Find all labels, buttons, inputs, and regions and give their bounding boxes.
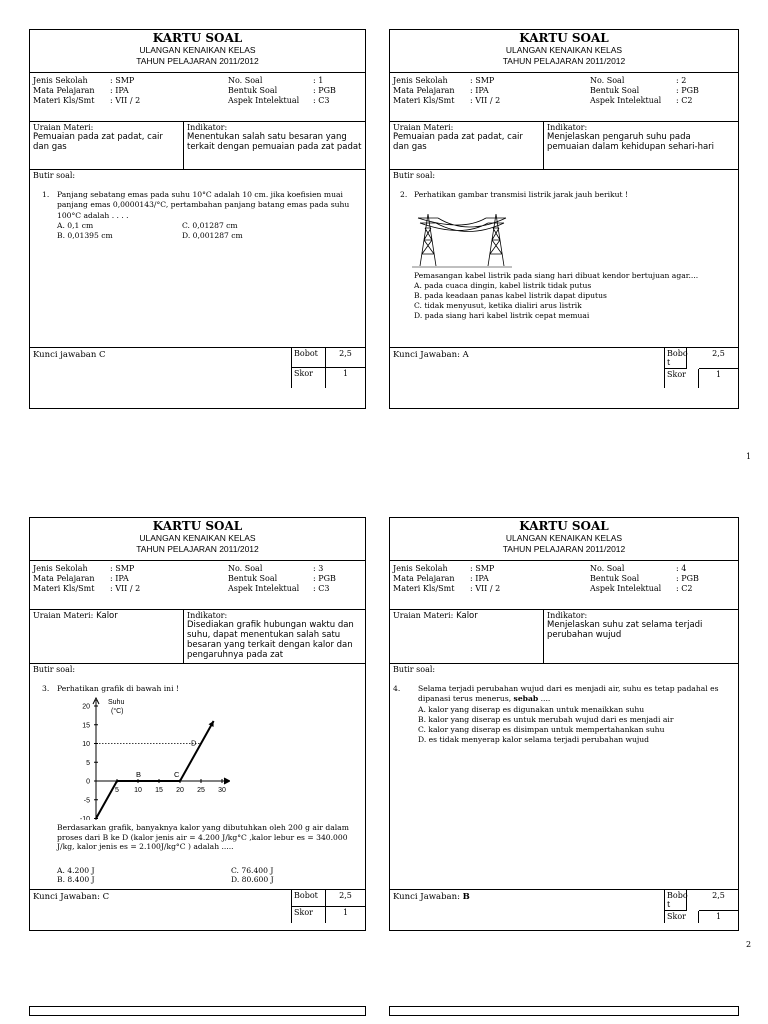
butir-label: Butir soal: [33, 665, 76, 674]
indikator-text: Menjelaskan suhu zat selama terjadi perubahan wujud [547, 620, 703, 640]
y-tick-label: 0 [86, 778, 90, 786]
option-a: A. kalor yang diserap es digunakan untuk menaikkan suhu [418, 705, 645, 714]
uraian-indikator-row [390, 122, 738, 170]
value-nosoal: : 4 [676, 564, 687, 573]
card-subtitle: ULANGAN KENAIKAN KELAS [139, 45, 256, 55]
card-header [390, 30, 738, 73]
value-materi: : VII / 2 [470, 96, 501, 105]
x-tick-label: 25 [197, 787, 205, 794]
skor-value: 1 [715, 370, 722, 379]
question-text: Perhatikan gambar transmisi listrik jarak jauh berikut ! [414, 190, 629, 199]
skor-value: 1 [342, 907, 349, 917]
value-materi: : VII / 2 [470, 584, 501, 593]
label-nosoal: No. Soal [228, 76, 263, 85]
option-b: B. kalor yang diserap es untuk merubah wujud dari es menjadi air [418, 715, 674, 724]
question-text: Selama terjadi perubahan wujud dari es menjadi air, suhu es tetap padahal es dipanasi terus menerus, [418, 684, 719, 704]
label-aspek: Aspek Intelektual [228, 584, 300, 593]
option-a: A. pada cuaca dingin, kabel listrik tidak putus [414, 281, 592, 290]
label-materi: Materi Kls/Smt [33, 96, 95, 105]
bobot-label: Bobot [292, 348, 326, 368]
uraian-text: Kalor [96, 611, 118, 621]
question-text: Perhatikan grafik di bawah ini ! [57, 684, 179, 693]
point-label: C [174, 770, 180, 779]
option-d: D. 80.600 J [231, 875, 274, 884]
value-jenis: : SMP [110, 564, 135, 573]
uraian-indikator-row [30, 122, 365, 170]
value-aspek: : C3 [313, 96, 330, 105]
question-text-wrap [418, 684, 730, 705]
label-mapel: Mata Pelajaran [393, 86, 455, 95]
uraian-indikator-row [390, 610, 738, 664]
x-tick-label: 30 [218, 787, 226, 794]
value-mapel: : IPA [110, 574, 129, 583]
bobot-label: Bobo t [667, 891, 688, 909]
indikator-text: Disediakan grafik hubungan waktu dan suhu, dapat menentukan salah satu besaran yang terkait dengan kalor dan pengaruhnya pada zat [187, 620, 354, 660]
uraian-label: Uraian Materi: [33, 611, 94, 620]
uraian-text: Kalor [456, 611, 478, 621]
card-title: KARTU SOAL [152, 519, 243, 533]
label-materi: Materi Kls/Smt [33, 584, 95, 593]
indikator-text: Menjelaskan pengaruh suhu pada pemuaian dalam kehidupan sehari-hari [547, 132, 715, 152]
uraian-label: Uraian Materi: [33, 123, 94, 132]
transmission-tower-illustration [412, 206, 512, 268]
x-tick-label: 20 [176, 787, 184, 794]
footer-row [390, 348, 738, 388]
x-tick-label: 5 [115, 787, 119, 794]
question-emphasis: sebab [513, 694, 539, 704]
card-1 [29, 29, 366, 409]
y-tick-label: -10 [79, 816, 90, 820]
y-tick-label: 5 [86, 759, 90, 767]
card-4 [389, 517, 739, 931]
label-aspek: Aspek Intelektual [590, 96, 662, 105]
indikator-text: Menentukan salah satu besaran yang terkait dengan pemuaian pada zat padat [187, 132, 362, 152]
label-nosoal: No. Soal [228, 564, 263, 573]
label-bentuk: Bentuk Soal [590, 86, 640, 95]
card-header [390, 518, 738, 561]
card-subtitle: ULANGAN KENAIKAN KELAS [505, 533, 623, 543]
bobot-label: Bobo t [667, 349, 688, 367]
uraian-text: Pemuaian pada zat padat, cair dan gas [33, 132, 163, 152]
card-title: KARTU SOAL [519, 31, 609, 45]
label-aspek: Aspek Intelektual [590, 584, 662, 593]
label-bentuk: Bentuk Soal [228, 86, 278, 95]
uraian-label: Uraian Materi: [393, 123, 454, 132]
value-aspek: : C2 [676, 584, 693, 593]
label-jenis: Jenis Sekolah [33, 564, 88, 573]
label-bentuk: Bentuk Soal [228, 574, 278, 583]
label-bentuk: Bentuk Soal [590, 574, 640, 583]
label-jenis: Jenis Sekolah [393, 564, 448, 573]
value-nosoal: : 3 [313, 564, 324, 573]
meta-block [390, 73, 738, 122]
option-a: A. 4.200 J [57, 866, 95, 875]
card-subtitle: ULANGAN KENAIKAN KELAS [139, 533, 256, 543]
temperature-time-graph [30, 696, 230, 820]
option-c: C. tidak menyusut, ketika dialiri arus listrik [414, 301, 582, 310]
x-tick-label: 15 [155, 787, 163, 794]
indikator-label: Indikator: [547, 611, 588, 620]
skor-label: Skor [665, 911, 699, 923]
option-d: D. es tidak menyerap kalor selama terjadi perubahan wujud [418, 735, 650, 744]
value-materi: : VII / 2 [110, 96, 141, 105]
option-a: A. 0,1 cm [57, 221, 94, 230]
label-jenis: Jenis Sekolah [33, 76, 88, 85]
y-tick-label: 20 [82, 703, 90, 711]
point-label: D [191, 738, 197, 748]
skor-label: Skor [292, 368, 326, 388]
option-c: C. 76.400 J [231, 866, 274, 875]
card-year: TAHUN PELAJARAN 2011/2012 [136, 56, 259, 66]
label-materi: Materi Kls/Smt [393, 584, 455, 593]
card-title: KARTU SOAL [519, 519, 609, 533]
option-d: D. 0,001287 cm [182, 231, 243, 240]
next-card-stub [29, 1006, 366, 1016]
bobot-value: 2,5 [699, 348, 738, 369]
option-b: B. 8.400 J [57, 875, 95, 884]
uraian-label: Uraian Materi: [393, 611, 454, 620]
footer-row [390, 890, 738, 923]
question-text-2: Berdasarkan grafik, banyaknya kalor yang dibutuhkan oleh 200 g air dalam proses dari B ke D (kalor jenis air = 4.200 J/kg°C ,kalor lebur es = 340.000 J/kg, kalor jenis es = 2.100J/kg°C ) adalah ..... [57, 823, 349, 851]
label-mapel: Mata Pelajaran [33, 574, 95, 583]
value-mapel: : IPA [470, 86, 489, 95]
question-number: 1. [42, 190, 50, 199]
label-mapel: Mata Pelajaran [33, 86, 95, 95]
y-axis-unit: (°C) [111, 708, 124, 715]
option-d: D. pada siang hari kabel listrik cepat memuai [414, 311, 590, 320]
skor-label: Skor [292, 907, 326, 924]
x-tick-label: 10 [134, 787, 142, 794]
question-number: 4. [393, 684, 401, 693]
butir-soal [390, 170, 738, 348]
value-mapel: : IPA [110, 86, 129, 95]
label-mapel: Mata Pelajaran [393, 574, 455, 583]
meta-block [30, 73, 365, 122]
point-label: B [136, 770, 142, 779]
value-bentuk: : PGB [313, 86, 336, 95]
bobot-label: Bobot [292, 890, 326, 907]
temperature-line [96, 721, 214, 819]
uraian-text: Pemuaian pada zat padat, cair dan gas [393, 132, 523, 152]
card-2 [389, 29, 739, 409]
next-card-stub [389, 1006, 739, 1016]
card-header [30, 30, 365, 73]
uraian-indikator-row [30, 610, 365, 664]
butir-label: Butir soal: [33, 171, 76, 180]
answer-key-value: B [462, 892, 470, 902]
label-nosoal: No. Soal [590, 76, 625, 85]
value-bentuk: : PGB [676, 86, 699, 95]
butir-soal [30, 664, 365, 890]
bobot-value: 2,5 [326, 890, 365, 907]
footer-row [30, 348, 365, 388]
value-jenis: : SMP [110, 76, 135, 85]
y-tick-label: 15 [82, 722, 90, 730]
option-c: C. kalor yang diserap es disimpan untuk mempertahankan suhu [418, 725, 665, 734]
y-tick-label: -5 [83, 797, 90, 805]
question-number: 3. [42, 684, 50, 693]
question-text-2: Pemasangan kabel listrik pada siang hari dibuat kendor bertujuan agar.... [414, 271, 699, 280]
value-aspek: : C3 [313, 584, 330, 593]
card-year: TAHUN PELAJARAN 2011/2012 [136, 544, 259, 554]
meta-block [390, 561, 738, 610]
value-jenis: : SMP [470, 76, 495, 85]
card-subtitle: ULANGAN KENAIKAN KELAS [505, 45, 623, 55]
value-bentuk: : PGB [676, 574, 699, 583]
meta-block [30, 561, 365, 610]
card-3 [29, 517, 366, 931]
card-year: TAHUN PELAJARAN 2011/2012 [502, 56, 626, 66]
answer-key: Kunci Jawaban: C [33, 892, 110, 902]
question-number: 2. [400, 190, 408, 199]
answer-key-label: Kunci Jawaban: [393, 892, 460, 902]
label-materi: Materi Kls/Smt [393, 96, 455, 105]
x-axis-arrow [224, 778, 230, 784]
butir-label: Butir soal: [393, 665, 436, 674]
card-title: KARTU SOAL [152, 31, 243, 45]
page-number: 2 [746, 940, 752, 949]
butir-label: Butir soal: [393, 171, 436, 180]
indikator-label: Indikator: [187, 611, 228, 620]
answer-key: Kunci Jawaban: A [393, 350, 469, 360]
indikator-label: Indikator: [547, 123, 588, 132]
page-number: 1 [746, 452, 752, 461]
label-jenis: Jenis Sekolah [393, 76, 448, 85]
value-jenis: : SMP [470, 564, 495, 573]
value-bentuk: : PGB [313, 574, 336, 583]
butir-soal [30, 170, 365, 348]
label-nosoal: No. Soal [590, 564, 625, 573]
value-aspek: : C2 [676, 96, 693, 105]
bobot-value: 2,5 [699, 890, 738, 911]
bobot-value: 2,5 [326, 348, 365, 368]
card-year: TAHUN PELAJARAN 2011/2012 [502, 544, 626, 554]
question-tail: .... [540, 694, 551, 704]
value-materi: : VII / 2 [110, 584, 141, 593]
value-nosoal: : 2 [676, 76, 687, 85]
card-header [30, 518, 365, 561]
indikator-label: Indikator: [187, 123, 228, 132]
skor-value: 1 [342, 369, 349, 378]
answer-key [390, 890, 664, 923]
option-c: C. 0,01287 cm [182, 221, 238, 230]
butir-soal [390, 664, 738, 890]
y-axis-label: Suhu [108, 699, 125, 706]
value-mapel: : IPA [470, 574, 489, 583]
skor-label: Skor [665, 369, 699, 388]
question-text: Panjang sebatang emas pada suhu 10°C adalah 10 cm. jika koefisien muai panjang emas 0,0000143/°C, pertambahan panjang batang emas pada suhu 100°C adalah . . . . [57, 190, 350, 220]
value-nosoal: : 1 [313, 76, 324, 85]
y-tick-label: 10 [82, 741, 90, 748]
skor-value: 1 [715, 912, 722, 921]
label-aspek: Aspek Intelektual [228, 96, 300, 105]
option-b: B. 0,01395 cm [57, 231, 113, 240]
answer-key: Kunci jawaban C [33, 350, 106, 360]
option-b: B. pada keadaan panas kabel listrik dapat diputus [414, 291, 607, 300]
footer-row [30, 890, 365, 923]
